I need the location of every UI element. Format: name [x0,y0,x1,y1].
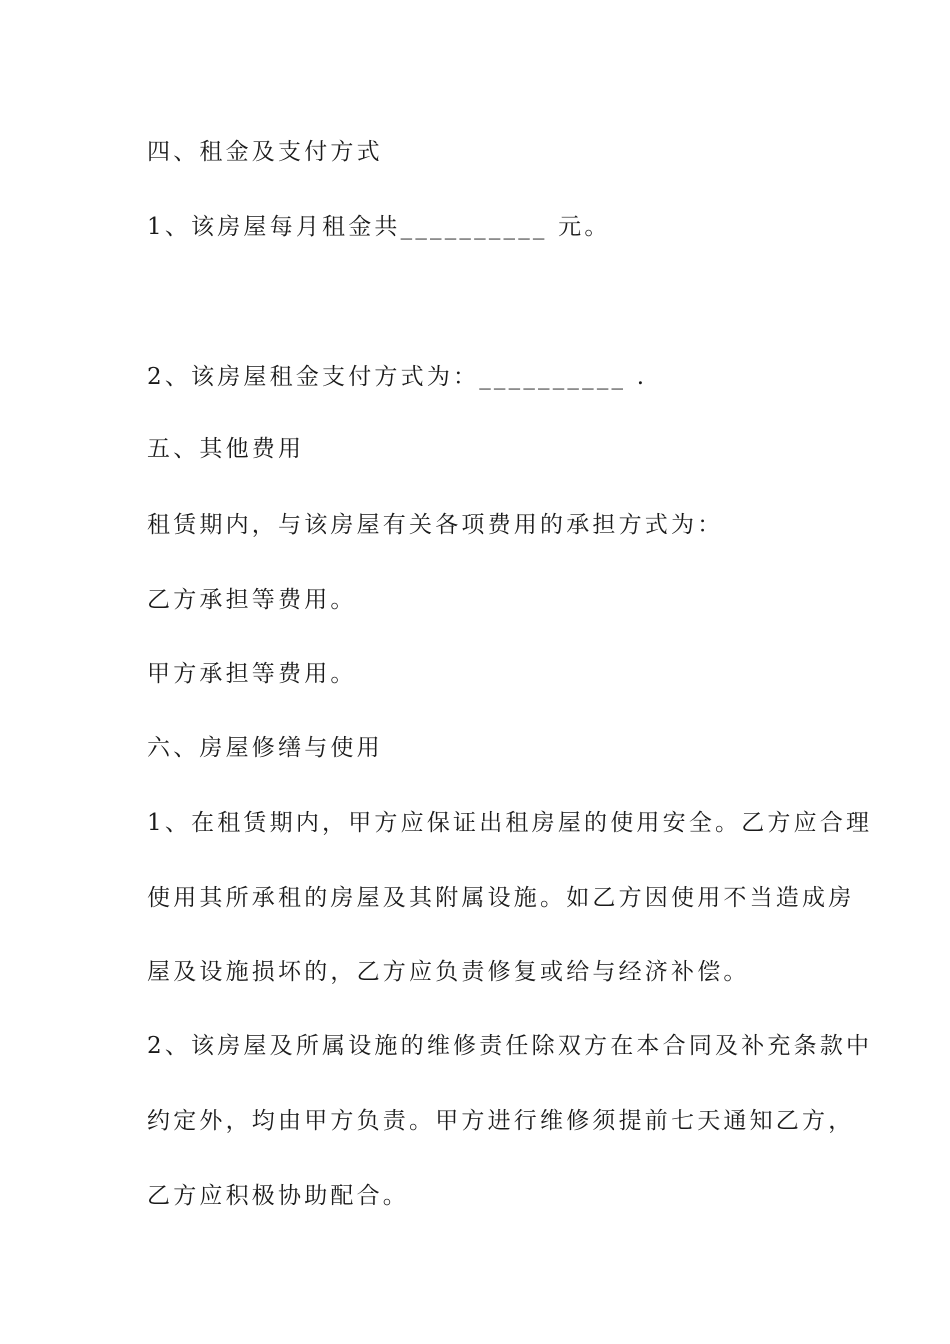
clause-1-line-2: 使用其所承租的房屋及其附属设施。如乙方因使用不当造成房 [147,885,855,911]
clause-1-line-3: 屋及设施损坏的，乙方应负责修复或给与经济补偿。 [147,959,750,985]
paragraph-party-a-fees: 甲方承担等费用。 [147,661,357,687]
clause-2-line-1: 2、该房屋及所属设施的维修责任除双方在本合同及补充条款中 [147,1033,873,1059]
clause-monthly-rent: 1、该房屋每月租金共__________ 元。 [147,214,611,240]
paragraph-fees-intro: 租赁期内，与该房屋有关各项费用的承担方式为： [147,512,724,538]
section-heading-other-fees: 五、其他费用 [147,436,305,462]
section-heading-repairs: 六、房屋修缮与使用 [147,735,383,761]
clause-2-line-2: 约定外，均由甲方负责。甲方进行维修须提前七天通知乙方， [147,1108,855,1134]
clause-payment-method: 2、该房屋租金支付方式为：__________ . [147,364,648,390]
clause-1-line-1: 1、在租赁期内，甲方应保证出租房屋的使用安全。乙方应合理 [147,810,873,836]
paragraph-party-b-fees: 乙方承担等费用。 [147,587,357,613]
section-heading-rent: 四、租金及支付方式 [147,139,383,165]
clause-2-line-3: 乙方应积极协助配合。 [147,1183,409,1209]
